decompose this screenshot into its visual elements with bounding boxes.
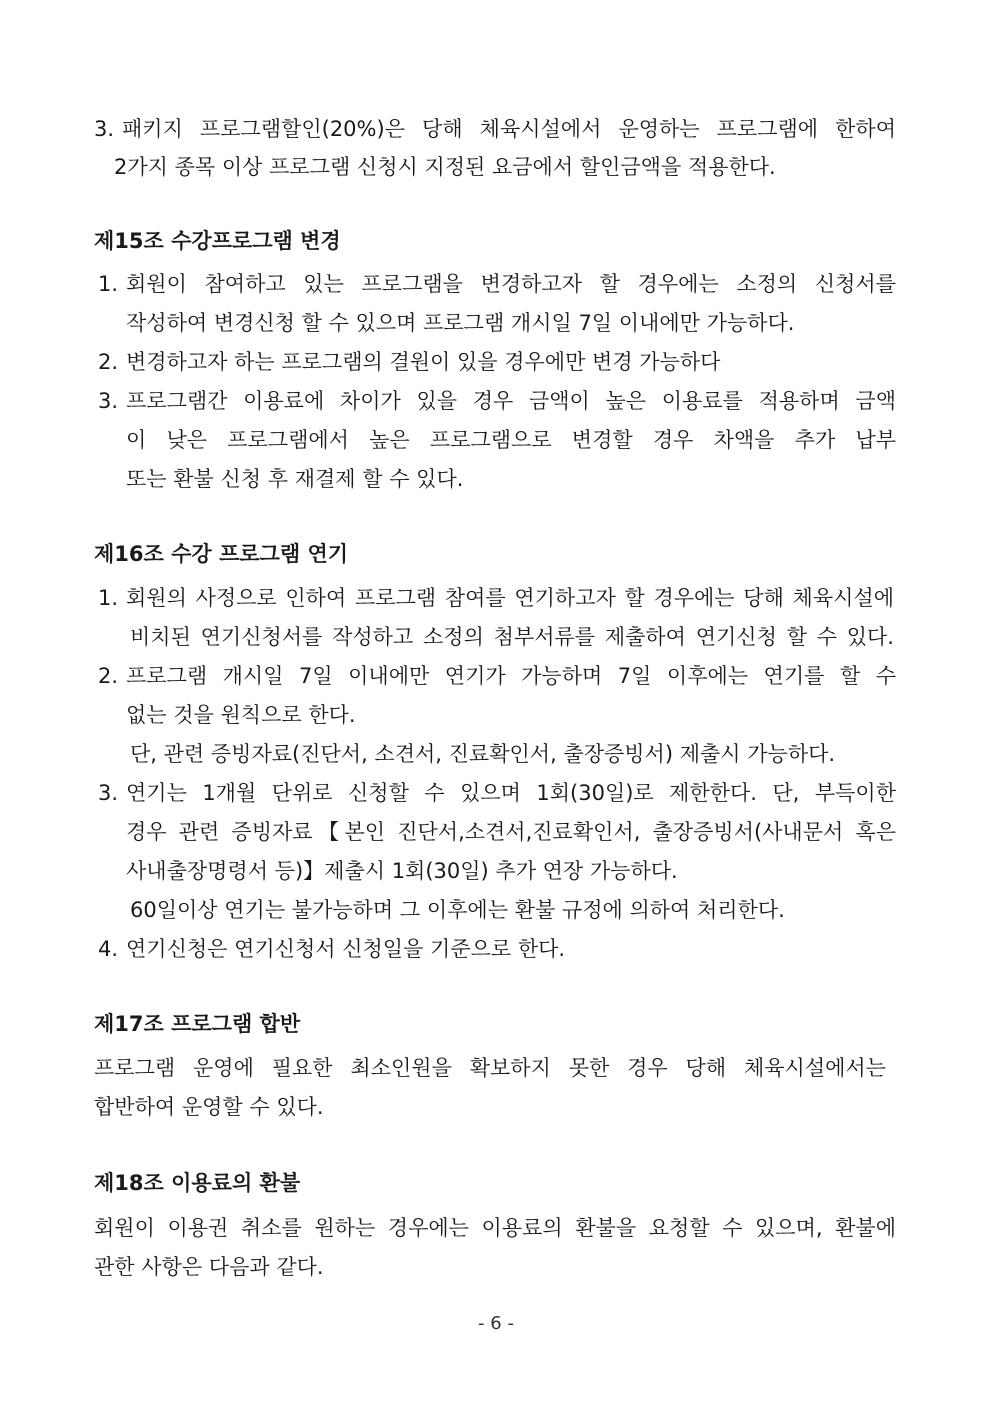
art15-item3-line3: 또는 환불 신청 후 재결제 할 수 있다.: [126, 467, 464, 491]
art17-line1: 프로그램 운영에 필요한 최소인원을 확보하지 못한 경우 당해 체육시설에서는: [94, 1056, 886, 1080]
art16-item1-number: 1.: [98, 586, 119, 610]
art15-item1-number: 1.: [98, 272, 119, 296]
art15-item1-line1: 회원이 참여하고 있는 프로그램을 변경하고자 할 경우에는 소정의 신청서를: [126, 272, 896, 296]
art17-line2: 합반하여 운영할 수 있다.: [94, 1095, 324, 1119]
art18-line2: 관한 사항은 다음과 같다.: [94, 1255, 324, 1279]
art15-item2-number: 2.: [98, 350, 119, 374]
art16-item4-line1: 연기신청은 연기신청서 신청일을 기준으로 한다.: [126, 937, 566, 961]
art15-item1-line2: 작성하여 변경신청 할 수 있으며 프로그램 개시일 7일 이내에만 가능하다.: [126, 311, 795, 335]
top-item3-number: 3.: [94, 117, 115, 141]
art16-item2-line1: 프로그램 개시일 7일 이내에만 연기가 가능하며 7일 이후에는 연기를 할 수: [126, 664, 896, 688]
top-item3-line1: 패키지 프로그램할인(20%)은 당해 체육시설에서 운영하는 프로그램에 한하여: [122, 117, 896, 141]
art16-item3-number: 3.: [98, 781, 119, 805]
art16-item1-line2: 비치된 연기신청서를 작성하고 소정의 첨부서류를 제출하여 연기신청 할 수 있다.: [130, 625, 894, 649]
article-15-heading: 제15조 수강프로그램 변경: [94, 229, 341, 253]
art16-item3-line3: 사내출장명령서 등)】제출시 1회(30일) 추가 연장 가능하다.: [126, 859, 678, 883]
article-17-heading: 제17조 프로그램 합반: [94, 1012, 301, 1036]
art16-item3-line1: 연기는 1개월 단위로 신청할 수 있으며 1회(30일)로 제한한다. 단, 부득이한: [126, 781, 896, 805]
art16-item2-line3: 단, 관련 증빙자료(진단서, 소견서, 진료확인서, 출장증빙서) 제출시 가능하다.: [130, 742, 836, 766]
art16-item1-line1: 회원의 사정으로 인하여 프로그램 참여를 연기하고자 할 경우에는 당해 체육시설에: [126, 586, 894, 610]
art18-line1: 회원이 이용권 취소를 원하는 경우에는 이용료의 환불을 요청할 수 있으며, 환불에: [94, 1216, 896, 1240]
page-number: - 6 -: [478, 1313, 514, 1334]
art15-item3-number: 3.: [98, 389, 119, 413]
art16-item2-line2: 없는 것을 원칙으로 한다.: [126, 703, 356, 727]
art16-item4-number: 4.: [98, 937, 119, 961]
article-18-heading: 제18조 이용료의 환불: [94, 1171, 301, 1195]
top-item3-line2: 2가지 종목 이상 프로그램 신청시 지정된 요금에서 할인금액을 적용한다.: [114, 155, 776, 179]
art16-item2-number: 2.: [98, 664, 119, 688]
article-16-heading: 제16조 수강 프로그램 연기: [94, 542, 349, 566]
art16-item3-line2: 경우 관련 증빙자료【본인 진단서,소견서,진료확인서, 출장증빙서(사내문서 혹은: [126, 820, 896, 844]
art16-item3-line4: 60일이상 연기는 불가능하며 그 이후에는 환불 규정에 의하여 처리한다.: [130, 898, 785, 922]
art15-item2-line1: 변경하고자 하는 프로그램의 결원이 있을 경우에만 변경 가능하다: [126, 350, 721, 374]
art15-item3-line2: 이 낮은 프로그램에서 높은 프로그램으로 변경할 경우 차액을 추가 납부: [126, 428, 896, 452]
art15-item3-line1: 프로그램간 이용료에 차이가 있을 경우 금액이 높은 이용료를 적용하며 금액: [126, 389, 896, 413]
